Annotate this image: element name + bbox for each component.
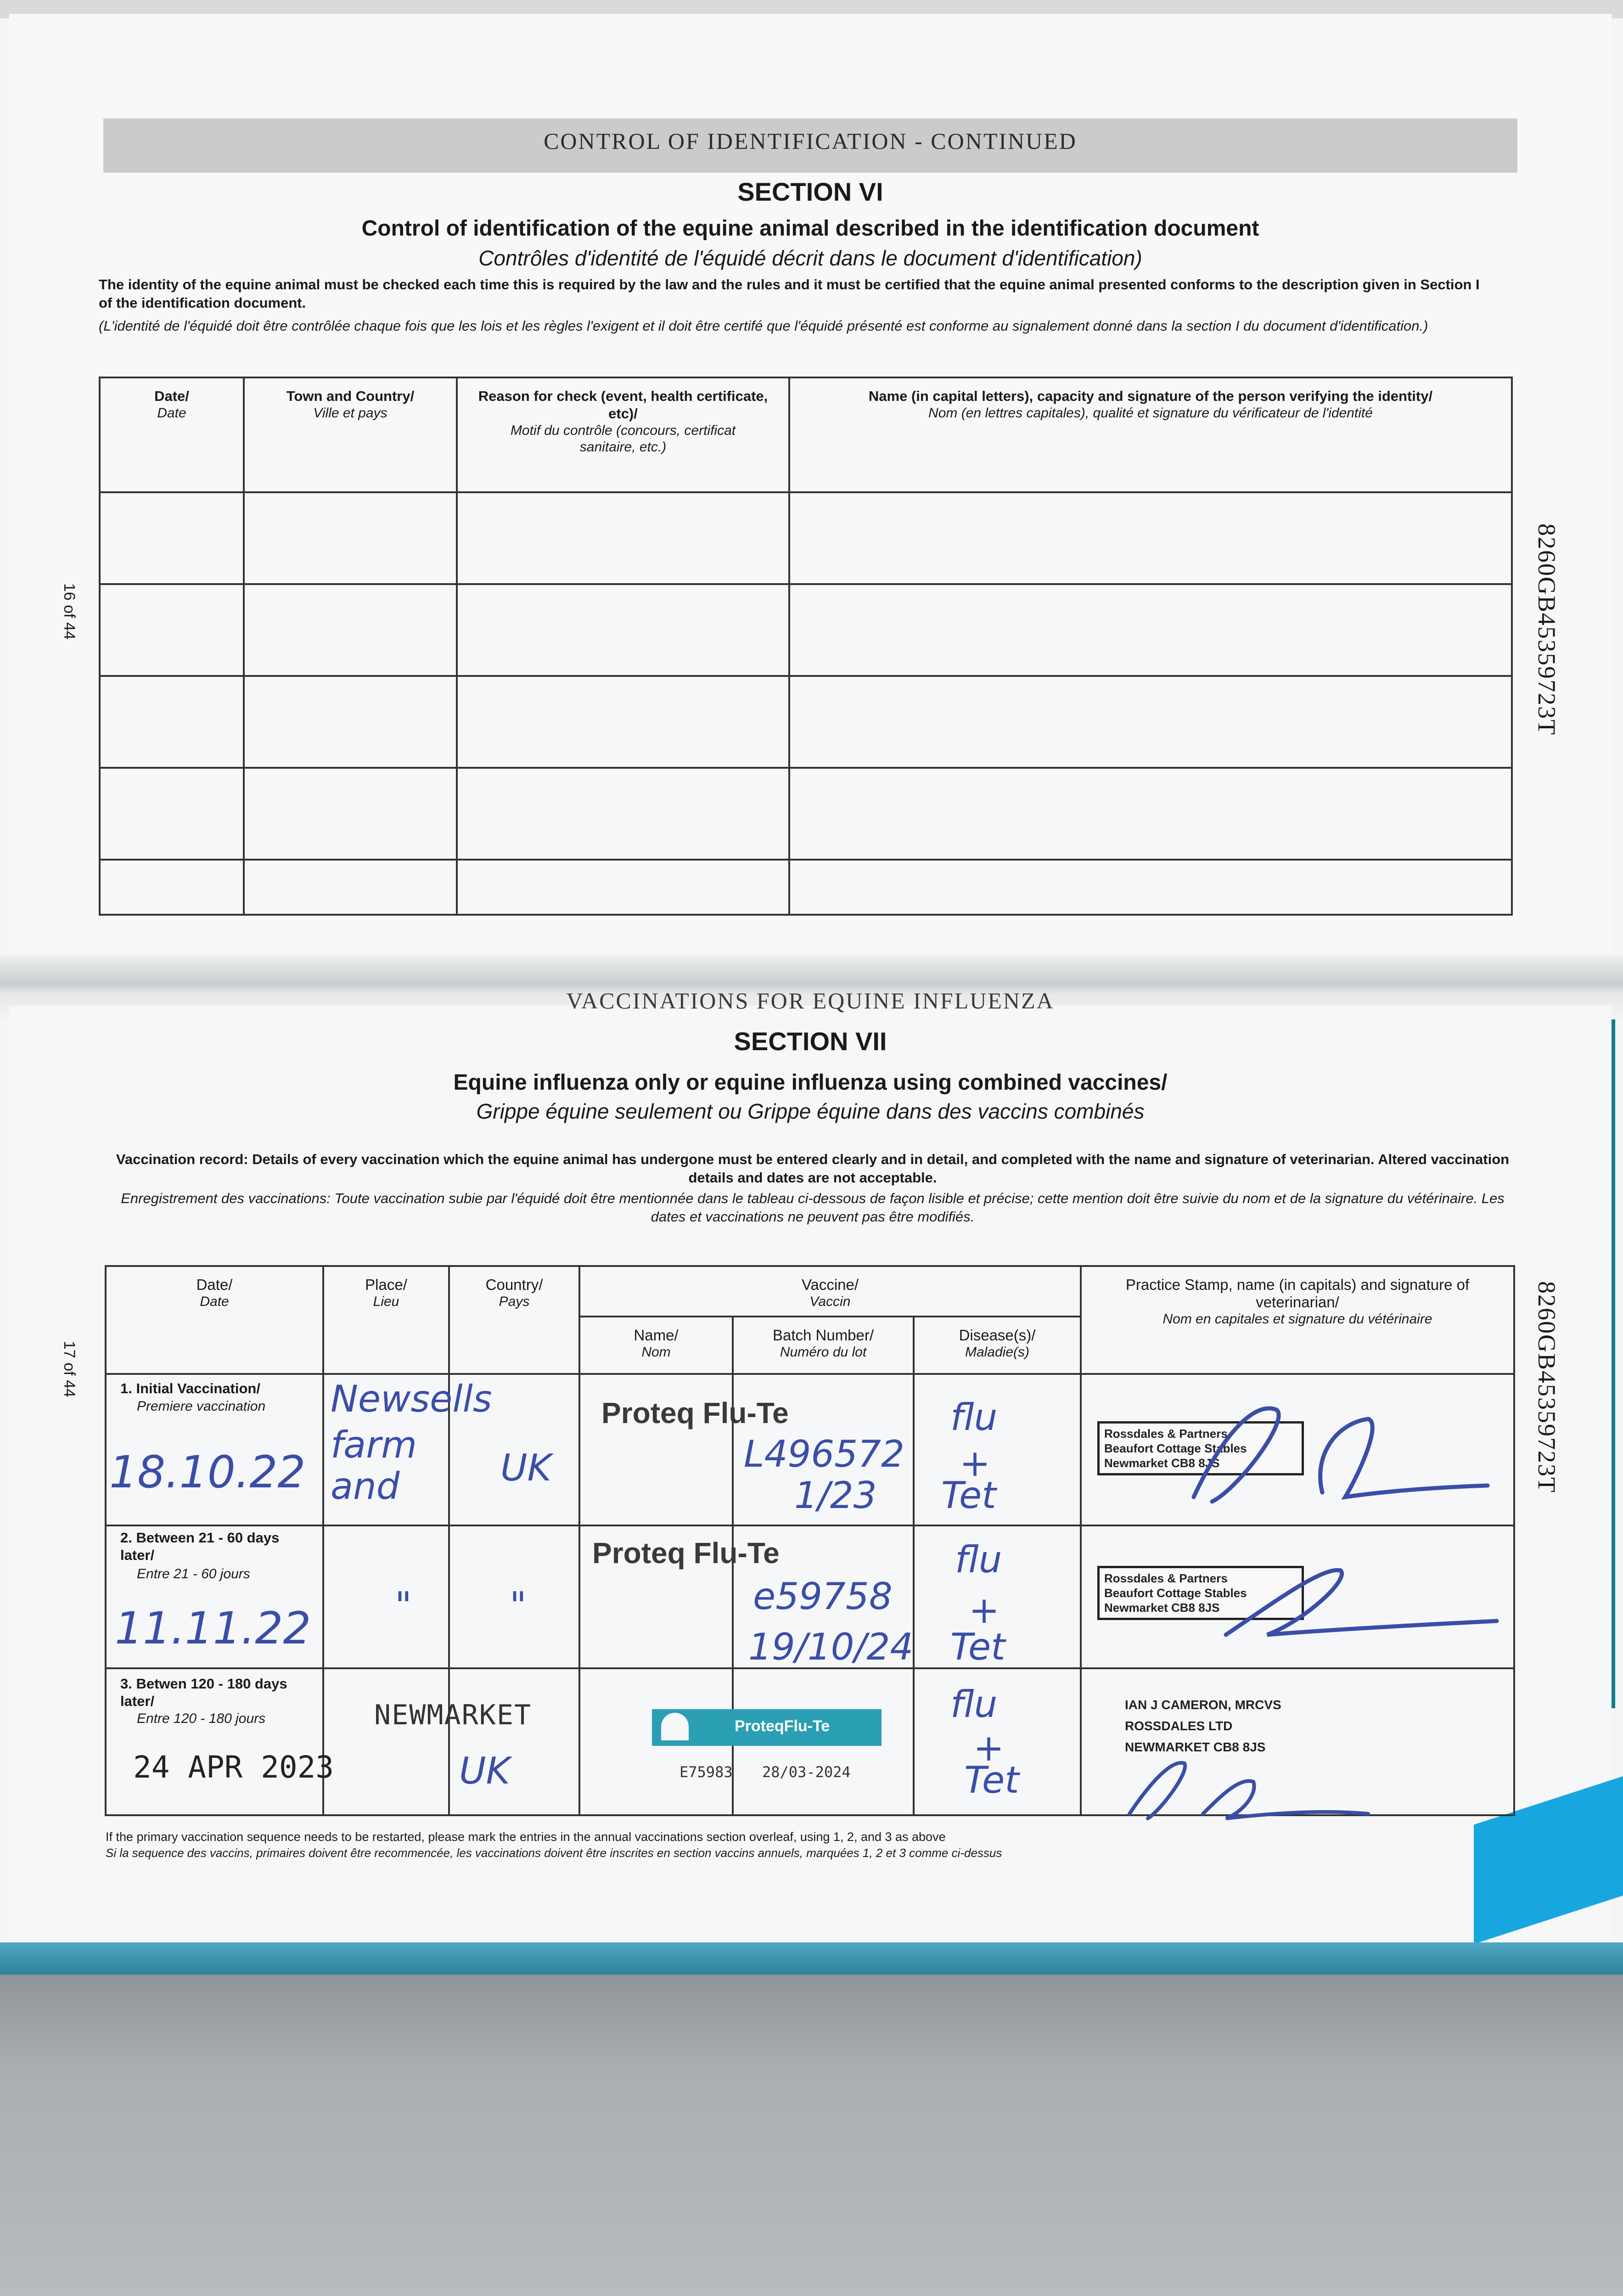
row3-country: UK [459,1750,511,1792]
vh-country-en: Country/ [485,1276,543,1293]
header-date-fr: Date [157,405,186,421]
table-row [100,492,1512,584]
vh-country [449,1266,579,1374]
table-cell[interactable] [457,584,789,676]
table-cell[interactable] [789,860,1512,915]
document-code-upper: 8260GB45359723T [1533,523,1561,736]
table-cell[interactable] [100,492,244,584]
row1-place-line3: and [331,1465,400,1508]
section-vii-title-en: Equine influenza only or equine influenza using combined vaccines/ [453,1070,1168,1095]
vr-cell [323,1668,449,1815]
table-cell[interactable] [789,768,1512,860]
table-row [100,768,1512,860]
page-number-16: 16 of 44 [61,583,78,640]
table-cell[interactable] [244,676,457,768]
header-name-en: Name (in capital letters), capacity and signature of the person verifying the identity/ [868,388,1433,404]
row1-date: 18.10.22 [109,1446,306,1498]
table-cell[interactable] [100,768,244,860]
vh-stamp-en: Practice Stamp, name (in capitals) and signature of veterinarian/ [1125,1276,1470,1311]
row3-label-en: 3. Betwen 120 - 180 days later/ [120,1676,287,1709]
row1-vet-signature [1185,1382,1497,1520]
vh-name-fr: Nom [641,1345,671,1360]
row3-disease-line2: + [973,1727,1005,1769]
vh-name [579,1317,733,1374]
section-vi-title-fr: Contrôles d'identité de l'équidé décrit dans le document d'identification) [478,246,1142,270]
table-cell[interactable] [100,676,244,768]
header-town-en: Town and Country/ [286,388,415,404]
vr-cell [449,1668,579,1815]
vh-vaccine [579,1266,1081,1317]
row1-disease-line3: Tet [941,1474,996,1517]
table-cell[interactable] [457,768,789,860]
vh-vaccine-en: Vaccine/ [801,1276,859,1293]
vaccine-header-row [106,1266,1514,1317]
row2-stamp-line2: Beaufort Cottage Stables [1104,1586,1247,1600]
row2-label-fr: Entre 21 - 60 jours [137,1566,250,1581]
row1-batch-line1: L496572 [744,1433,904,1475]
vh-disease-en: Disease(s)/ [959,1327,1036,1344]
vh-place [323,1266,449,1374]
header-name-fr: Nom (en lettres capitales), qualité et signature du vérificateur de l'identité [928,405,1373,421]
row3-disease-line3: Tet [964,1759,1019,1801]
document-code-lower: 8260GB45359723T [1533,1281,1561,1493]
section-vi-band-title: CONTROL OF IDENTIFICATION - CONTINUED [544,128,1077,154]
page-number-17: 17 of 44 [61,1341,78,1397]
table-header-row [100,377,1512,492]
row3-place-stamp: NEWMARKET [374,1699,532,1731]
row3-expiry: 28/03-2024 [762,1763,851,1781]
row1-stamp-line2: Beaufort Cottage Stables [1104,1441,1247,1455]
section-vi-label: SECTION VI [737,177,883,206]
row2-stamp-line3: Newmarket CB8 8JS [1104,1601,1220,1615]
section-vi-instruction-en: The identity of the equine animal must be checked each time this is required by the law and the rules and it must be certified that the equine animal presented conforms to the description given in Section I of the identification document. [99,276,1480,311]
header-reason-en: Reason for check (event, health certificate, etc)/ [478,388,768,422]
section-vi-title-en: Control of identification of the equine animal described in the identification document [361,216,1259,241]
row2-batch-line2: 19/10/24 [748,1626,914,1668]
vh-place-en: Place/ [365,1276,407,1293]
row2-date: 11.11.22 [115,1603,311,1654]
row2-vaccine-name: Proteq Flu-Te [592,1536,780,1570]
vh-stamp [1081,1266,1514,1374]
page-edge-line [1612,1019,1615,1708]
footnote-en: If the primary vaccination sequence needs to be restarted, please mark the entries in the annual vaccinations section overleaf, using 1, 2, and 3 as above [106,1830,946,1844]
vh-disease [914,1317,1081,1374]
table-cell[interactable] [457,860,789,915]
row3-vaccine-label [652,1709,882,1746]
table-row [100,676,1512,768]
vh-name-en: Name/ [634,1327,679,1344]
table-cell[interactable] [244,492,457,584]
table-cell[interactable] [100,860,244,915]
table-cell[interactable] [100,584,244,676]
vh-batch-en: Batch Number/ [772,1327,874,1344]
row3-vet-signature [1120,1745,1377,1828]
row2-disease-line3: Tet [950,1626,1005,1668]
row2-country: " [510,1584,527,1627]
table-cell[interactable] [244,860,457,915]
vh-date [106,1266,323,1374]
table-cell[interactable] [789,584,1512,676]
vh-place-fr: Lieu [373,1294,399,1309]
vaccination-record-en: Vaccination record: Details of every vaccination which the equine animal has undergone must be entered clearly and in detail, and completed with the name and signature of veterinarian. Altered vaccination details and dates are not acceptable. [116,1151,1510,1186]
table-cell[interactable] [244,584,457,676]
table-cell[interactable] [789,492,1512,584]
row1-country: UK [500,1446,552,1489]
scanner-bed [0,1975,1623,2296]
row2-label-en: 2. Between 21 - 60 days later/ [120,1530,280,1563]
table-cell[interactable] [789,676,1512,768]
row2-disease-line1: flu [955,1538,1002,1581]
identity-check-table [99,377,1513,916]
row3-label-fr: Entre 120 - 180 jours [137,1711,266,1726]
table-cell[interactable] [457,676,789,768]
header-town-fr: Ville et pays [313,405,387,421]
footnote-fr: Si la sequence des vaccins, primaires doivent être recommencée, les vaccinations doivent être inscrites en section vaccins annuels, marquées 1, 2 et 3 comme ci-dessus [106,1846,1002,1860]
section-vii-label: SECTION VII [734,1027,887,1056]
row1-stamp-line1: Rossdales & Partners [1104,1427,1228,1441]
header-date [100,377,244,492]
vh-date-fr: Date [200,1294,229,1309]
row1-disease-line2: + [960,1442,991,1485]
section-vii-band-title: VACCINATIONS FOR EQUINE INFLUENZA [566,988,1055,1013]
header-date-en: Date/ [154,388,189,404]
vh-stamp-fr: Nom en capitales et signature du vétérinaire [1162,1311,1432,1327]
vh-vaccine-fr: Vaccin [809,1294,851,1309]
header-reason [457,377,789,492]
row3-stamp-line1: IAN J CAMERON, MRCVS [1125,1698,1281,1712]
table-cell[interactable] [244,768,457,860]
row1-disease-line1: flu [950,1396,998,1439]
vaccination-record-fr: Enregistrement des vaccinations: Toute vaccination subie par l'équidé doit être mentionnée dans le tableau ci-dessous de façon lisible et précise; cette mention doit être suivie du nom et de la signature du vétérinaire. Les dates et vaccinations ne peuvent pas être modifiés. [121,1190,1505,1225]
proteq-logo-icon [661,1713,689,1740]
vh-batch-fr: Numéro du lot [780,1345,867,1360]
row3-date-stamp: 24 APR 2023 [133,1750,334,1785]
row1-batch-line2: 1/23 [794,1474,877,1517]
row3-vaccine-name: ProteqFlu-Te [735,1717,830,1735]
row3-batch: E75983 [680,1763,733,1781]
row3-stamp-line2: ROSSDALES LTD [1125,1719,1233,1733]
row2-batch-line1: e59758 [753,1575,893,1618]
row1-stamp-line3: Newmarket CB8 8JS [1104,1456,1220,1470]
header-name [789,377,1512,492]
vh-batch [733,1317,914,1374]
header-town [244,377,457,492]
row3-disease-line1: flu [950,1683,998,1726]
row2-stamp-line1: Rossdales & Partners [1104,1571,1228,1585]
row1-label-fr: Premiere vaccination [137,1399,266,1414]
vh-country-fr: Pays [499,1294,530,1309]
row3-stamp-line3: NEWMARKET CB8 8JS [1125,1740,1266,1754]
row1-vaccine-name: Proteq Flu-Te [601,1396,789,1429]
row1-place-line2: farm [331,1424,417,1466]
table-row [100,860,1512,915]
binding-strip [0,1942,1623,1975]
vh-date-en: Date/ [196,1276,233,1293]
section-vii-title-fr: Grippe équine seulement ou Grippe équine dans des vaccins combinés [476,1099,1145,1123]
row2-place-line1: " [395,1584,412,1627]
table-row [100,584,1512,676]
vr-cell [323,1525,449,1668]
row2-disease-line2: + [969,1589,1000,1632]
vh-disease-fr: Maladie(s) [965,1345,1030,1360]
row2-vet-signature [1212,1552,1506,1644]
section-vi-instruction-fr: (L'identité de l'équidé doit être contrôlée chaque fois que les lois et les règles l'exigent et il doit être certifé que l'équidé présenté est conforme au signalement donné dans la section I du document d'identification.) [99,318,1428,334]
table-cell[interactable] [457,492,789,584]
header-reason-fr: Motif du contrôle (concours, certificat sanitaire, etc.) [510,423,736,455]
row1-place-line1: Newsells [331,1378,492,1420]
row1-label-en: 1. Initial Vaccination/ [120,1380,260,1396]
